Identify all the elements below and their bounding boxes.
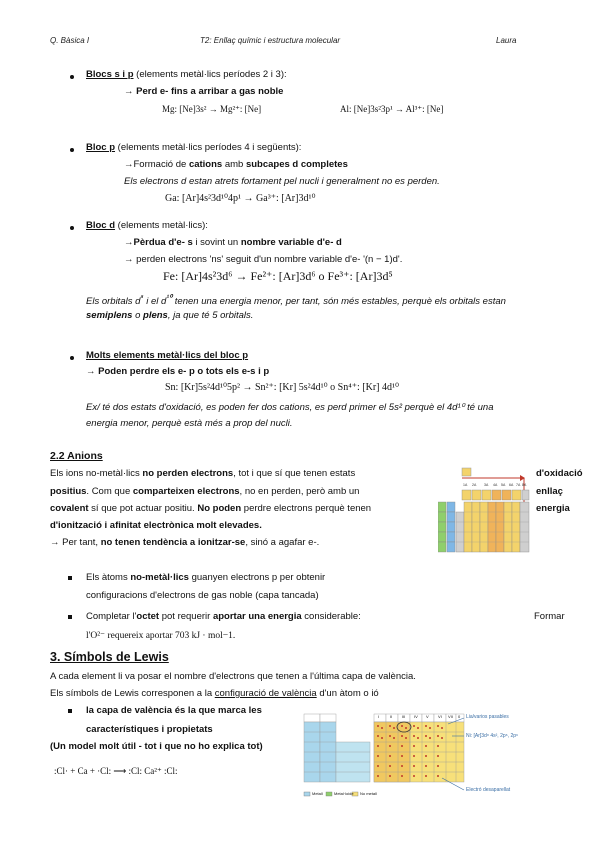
- formula-ga: Ga: [Ar]4s²3d¹⁰4p¹ → Ga³⁺: [Ar]3d¹⁰: [165, 193, 316, 204]
- anions-line2: positius. Com que comparteixen electrons, no en perden, però amb un: [50, 486, 360, 497]
- anions-line1: Els ions no-metàl·lics no perden electrons, tot i que sí que tenen estats: [50, 468, 356, 479]
- col-header: V: [426, 714, 429, 719]
- lewis-equation: :Cl· + Ca + ·Cl: ⟶ :Cl: Ca²⁺ :Cl:: [54, 766, 178, 776]
- valence-table-figure: [302, 712, 594, 804]
- col-header: III: [402, 714, 406, 719]
- header-right: Laura: [496, 36, 517, 45]
- bullet-icon: [70, 148, 74, 152]
- anions-line3: covalent sí que pot actuar positiu. No poden perdre electrons perquè tenen: [50, 503, 372, 514]
- group-label: 7A: [516, 483, 521, 487]
- bloc-d-line1: →Pèrdua d'e- s i sovint un nombre variable d'e- d: [124, 237, 342, 248]
- anions-bullet2: Completar l'octet pot requerir aportar una energia considerable:: [86, 611, 361, 622]
- legend-label: No metall: [360, 791, 377, 796]
- col-header: VI: [438, 714, 442, 719]
- header-center: T2: Enllaç químic i estructura molecular: [200, 36, 341, 45]
- annotation-config: Ni: [Ar]3d⁸ 4s², 2p⁶, 2p⁶: [466, 733, 519, 739]
- anions-line5: → Per tant, no tenen tendència a ionitzar-se, sinó a agafar e-.: [50, 537, 320, 548]
- formula-mg: Mg: [Ne]3s² → Mg²⁺: [Ne]: [162, 104, 262, 114]
- lewis-line2: Els símbols de Lewis corresponen a la configuració de valència d'un àtom o ió: [50, 688, 379, 699]
- annotation-valence: Lia/varios pasables: [466, 714, 509, 720]
- group-label: 1A: [463, 483, 468, 487]
- lewis-bullet1: la capa de valència és la que marca les: [86, 705, 262, 716]
- col-header: II: [390, 714, 393, 719]
- bloc-d-line2: → perden electrons 'ns' seguit d'un nombre variable d'e- '(n − 1)d'.: [124, 254, 403, 265]
- bullet-icon: [70, 75, 74, 79]
- group-label: 8A: [522, 483, 527, 487]
- col-header: VII: [448, 714, 453, 719]
- formula-al: Al: [Ne]3s²3p¹ → Al³⁺: [Ne]: [340, 104, 444, 114]
- group-label: 5A: [501, 483, 506, 487]
- bullet-icon: [68, 615, 72, 619]
- anions-bullet2-right: Formar: [534, 611, 565, 622]
- anions-line2-right: enllaç: [536, 486, 563, 497]
- anions-bullet1-line2: configuracions d'electrons de gas noble (capa tancada): [86, 590, 319, 601]
- bloc-p-title: Bloc p (elements metàl·lics períodes 4 i següents):: [86, 142, 302, 153]
- formula-fe: Fe: [Ar]4s²3d⁶ → Fe²⁺: [Ar]3d⁶ o Fe³⁺: [Ar]3d⁵: [163, 269, 393, 283]
- legend-label: Metal·loide: [334, 791, 354, 796]
- col-header: I: [378, 714, 380, 719]
- anions-bullet1: Els àtoms no-metàl·lics guanyen electrons p per obtenir: [86, 572, 326, 583]
- bloc-p-line2: Els electrons d estan atrets fortament pel nucli i generalment no es perden.: [124, 176, 440, 187]
- legend-label: Metall: [312, 791, 323, 796]
- bloc-p-line1: →Formació de cations amb subcapes d completes: [124, 159, 348, 170]
- lewis-line1: A cada element li va posar el nombre d'electrons que tenen a l'última capa de valència.: [50, 671, 416, 682]
- molts-para1: Ex/ té dos estats d'oxidació, es poden fer dos cations, es perd primer el 5s² perquè el 4d¹⁰ té una: [86, 402, 494, 413]
- group-label: 6A: [509, 483, 514, 487]
- bullet-icon: [68, 576, 72, 580]
- anions-bullet2-line2: l'O²⁻ requereix aportar 703 kJ · mol−1.: [86, 631, 236, 641]
- bullet-icon: [70, 226, 74, 230]
- blocs-sp-line1: → Perd e- fins a arribar a gas noble: [124, 86, 284, 97]
- formula-sn: Sn: [Kr]5s²4d¹⁰5p² → Sn²⁺: [Kr] 5s²4d¹⁰ o Sn⁴⁺: [Kr] 4d¹⁰: [165, 382, 399, 393]
- anions-line1-right: d'oxidació: [536, 468, 583, 479]
- col-header: 0: [458, 714, 461, 719]
- annotation-unpaired: Electró desaparellat: [466, 787, 511, 793]
- cell-h: [462, 468, 471, 476]
- bloc-d-para2: semiplens o plens, ja que té 5 orbitals.: [86, 310, 254, 321]
- anions-line4: d'ionització i afinitat electrònica molt elevades.: [50, 520, 262, 531]
- anions-heading: 2.2 Anions: [50, 450, 103, 462]
- molts-line1: → Poden perdre els e- p o tots els e-s i p: [86, 366, 270, 377]
- anions-line3-right: energia: [536, 503, 570, 514]
- lewis-note: (Un model molt útil - tot i que no ho explica tot): [50, 741, 263, 752]
- lewis-bullet1-line2: característiques i propietats: [86, 724, 213, 735]
- blocs-sp-title: Blocs s i p (elements metàl·lics períodes 2 i 3):: [86, 69, 287, 80]
- molts-title: Molts elements metàl·lics del bloc p: [86, 350, 249, 361]
- bloc-d-para1: Els orbitals $d^{^5}$ i el $d^{^{10}}$ tenen una energia menor, per tant, són més estables, perquè els orbitals estan: [86, 293, 506, 308]
- group-label: 3A: [484, 483, 489, 487]
- molts-para2: energia menor, perquè està més a prop del nucli.: [86, 418, 293, 429]
- bullet-icon: [68, 709, 72, 713]
- header-left: Q. Bàsica I: [50, 36, 90, 45]
- bloc-d-title: Bloc d (elements metàl·lics):: [86, 220, 208, 231]
- col-header: IV: [414, 714, 418, 719]
- group-label: 2A: [472, 483, 477, 487]
- lewis-heading: 3. Símbols de Lewis: [50, 650, 169, 664]
- periodic-table-figure: [438, 462, 530, 562]
- bullet-icon: [70, 356, 74, 360]
- group-label: 4A: [493, 483, 498, 487]
